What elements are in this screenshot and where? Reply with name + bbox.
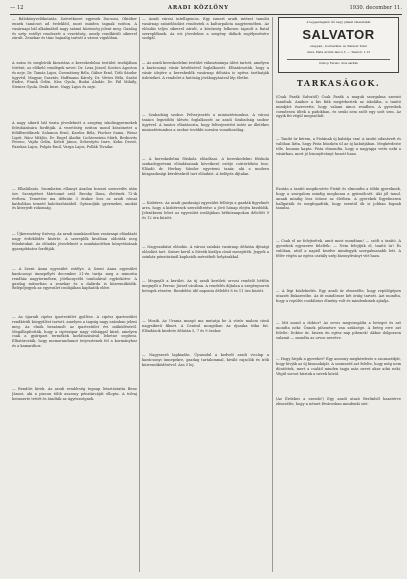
ad-bottom-line: Oszlop Ferenc utca sarkán [318,61,359,65]
article-merchants: — Az aradi kereskedelmi testület választmánya ülést tartott, amelyen a karácsonyi vásár kérdésével foglalkozott. Elhatározták, hogy a vásár idejére a kereskedők vasárnap délután is nyitva tarthatják üzleteiket. A rendelet a hatóság jóváhagyásával lép életbe. [142,61,269,80]
article-farmhands: — Kisbéres. Az aradi gazdasági egyesület felhívja a gazdák figyelmét arra, hogy a kisbéresek szerződtetése a jövő hónap elején kezdődik. Jelentkezni lehet az egyesület irodájában hétköznapokon délelőtt 9 és 12 óra között. [142,201,269,220]
story-promise: — Csak el ne felejtsétek, amit most mondtam! — szólt a tanító. A gyerekek egyszerre felelték: — Nem felejtjük el, tanító úr! És valóban, attól a naptól kezdve mindegyik szorgalmasabb lett. A félév végén az egész osztály szép bizonyítványt vitt haza. [276,239,401,258]
anecdote-doctor: — Mit mond a doktor? Az orvos megvizsgálta a beteget és azt mondta neki: Önnek pihenésre van szüksége. A beteg erre azt felelte: Doktor úr, hiszen én egész nap pihenek! Akkor dolgozzon valamit — mondta az orvos nevetve. [276,321,401,340]
article-police: — Rendőri hírek. Az aradi rendőrség tegnap letartóztatta Bene Jánost, aki a piacon több asszony pénztárcáját ellopta. A tolvaj beismerte tettét és átadták az ügyészségnek. [12,387,137,401]
article-liberty-statue: — Szabadság szobor. Felterjesztés a minisztériumhoz. A városi tanács legutóbbi ülésén foglalkozott az aradi Szabadság szobor ügyével. A tanács elhatározta, hogy felterjesztést intéz az illetékes minisztériumhoz a szobor további sorsára vonatkozólag. [142,113,269,132]
column-middle [142,17,269,572]
article-college: — A kereskedelmi főiskola előadásai. A kereskedelmi főiskola szabadegyetemi előadásainak következő estéje csütörtökön lesz. Előadó dr. Herbay Sándor egyetemi tanár, aki a modern közgazdasági kérdésekről tart előadást. A belépés díjtalan. [142,157,269,176]
article-saint-anna: — A Szent Anna egyesület estélye. A Szent Anna egyesület karácsonyi ünnepélyét december 21-én tartja meg a minorita rendház nagytermében, jótékonycélú tombolával egybekötve. A gazdag műsorban a zenekar és a dalárda is közreműködik. Belépőjegyek az egyesület irodájában kaphatók előre. [12,267,137,291]
ad-brand-name: SALVATOR [302,27,375,42]
header-rule [10,14,402,15]
anecdote-baby-name: — Hogy hívják a gyereket? Egy asszony megkérdezte a szomszédját, hogy hívják az új kisunokáját. A szomszéd azt felelte, hogy még nem döntöttek, mert a család minden tagja más nevet akar adni neki. Végül sorsot húztak a nevek közül. [276,357,401,376]
article-intelligentsia: — Aradi városi intelligencia. Egy ismert aradi intézet tanulói vasárnap színielőadást rendeztek a kulturpalota nagytermében. Az előadás teljes sikerrel zárult, a közönség lelkesen tapsolt a fiatal szereplőknek. Az est jövedelme a szegény diákok segélyezésére szolgál. [142,17,269,41]
article-clinic: — Megnyílt a kerület. Az új aradi kerületi orvosi rendelő hétfőn megnyílt a Ferenc József utcában. A rendelés díjtalan a szegénysorsú betegek részére. Rendelési idő naponta délelőtt 8 és 11 óra között. [142,279,269,293]
ad-divider [287,59,390,60]
article-workers-home: — Újkeresztény Szöveg. Az aradi munkásotthon vasárnapi előadását nagy érdeklődés kísérte. A szereplők kiválóan oldották meg feladatukat. Az előadás jövedelmét a munkásotthon könyvtárának gyarapítására fordítják. [12,232,137,251]
ad-top-line: A leggazdagabb ízű nagy plakát választékát [306,20,371,24]
story-diligence: Ezután a tanító megdicsérte Pistát és elmondta a többi gyereknek, hogy a szorgalom mindig meghozza a gyümölcsét. Aki jól tanul, annak mindig lesz öröme az életben. A gyerekek figyelmesen hallgatták és megfogadták, hogy ezentúl ők is jobban fognak tanulni. [276,187,401,211]
column-divider-2 [272,17,273,572]
article-shoemakers: — Az újaradi cipész ipartestület gyűlése. A cipész ipartestület rendkívüli közgyűlést tartott, amelyen a tagság nagy számban jelent meg. Az elnök beszámolt az ipartestület évi működéséről. Megállapították, hogy a cipészipar nagy válsággal küzd, amelyen csak a gyáripari termékek korlátozásával lehetne segíteni. Elhatározták, hogy memorandumot terjesztenek fel a kormányhoz és a kamarához. [12,315,137,349]
article-theatre: — Nagyszabású előadás. A városi színház vasárnap délután ifjúsági előadást tart. Színre kerül a Mesék királya című mesejáték. Jegyek a színház pénztáránál kaphatók mérsékelt helyárakkal. [142,245,269,259]
article-ball: — Bálokönyvelőkutatás. Szövetkezet egyesek Dacsoni. Október ennek tanácsot ad érdeklőd, most minden tagnak ezúton. A vasárnapi bál alkalmából nagy számú közönség jelent meg. Gazdag és szép estélyt rendezett a vezetőség, amely rendkívüli sikerrel zárult. Zenekar és tánc hajnalig tartott a városi vigalóban. [12,17,137,41]
article-guests: A szám és meghívók kiosztása a kereskedelmi testület irodájában történt, az előkelő vendégek nevei: Dr. Lexa József, Kovács Ágoston és neje, Dr. Tamás Lajos, Csernátony Béla, Gábor Ernő, Tóth Sándor ügyvéd, Magyar Gusztáv, Hoffmann Károly, Dr. Vértes Béla, Szabó Endre, Frank Ödön, Kiss Gyula, Budai Aladár, Dr. Pál Mihály, Steiner Gyula, Deák Imre, Nagy Lajos és neje. [12,61,137,90]
section-heading-tarkasagok: TARKASÁGOK. [296,78,381,88]
issue-date: 1930. december 11. [349,5,402,11]
page-number: — 12 [10,5,24,11]
anecdote-berlin: (Az Érdekes a szemle!) Egy aradi utazó Berlinből hazatérve elmesélte, hogy a német fővárosban mindenki siet. [276,397,401,406]
ad-line-2: Arad, Piata Avram Iancu 3. — Telefon: 1-15 [306,50,371,54]
story-intro: (Csak Parák Salvatól) Csak Parák a maguk szorgalma szerint tanultak. Amikor a kis fiúk megérkeztek az iskolába, a tanító mindjárt észrevette, hogy valami nincs rendben. A gyerekek csendesen ültek a padokban, és senki sem szólt egy szót sem. Az egyik fiú végül megszólalt. [276,95,401,119]
article-magazine: — Nagyszerű lapkiadás. Újraindul a kedvelt aradi vicclap a karácsonyi ünnepekre, gazdag tartalommal, kiváló rajzolók és írók közreműködésével. Ára 5 lej. [142,353,269,367]
story-new-coat: — Tanító úr kérem, a Pistának új kabátja van! A tanító odanézett és valóban látta, hogy Pista büszkén ül az új kabátjában. Megkérdezte tőle, honnan kapta. Pista elmondta, hogy a nagyapja vette neki a vásárban, mert jó bizonyítványt hozott haza. [276,137,401,156]
column-right [276,17,401,572]
article-cinemas: — Mozik. Az Urania mozgó ma mutatja be A vörös malom című nagysikerű filmet. A Central mozgóban Az éjszaka titka fut. Előadások kezdete délután 5, 7 és 9 órakor. [142,319,269,333]
page-header [10,4,402,14]
ad-line-1: szappan-, kozmetikai- és illatszer üzlet [310,44,367,48]
anecdote-air-travel: — A légi közlekedés. Egy aradi úr elmesélte, hogy repülőgépen utazott Bukarestbe. Az út mindössze két óráig tartott. Azt mondta, hogy a repülés csodálatos élmény volt és mindenkinek ajánlja. [276,289,401,303]
column-left [12,17,137,572]
column-divider-1 [139,17,140,572]
salvator-advertisement [278,17,399,73]
newspaper-title: ARADI KÖZLÖNY [168,5,229,11]
article-donors: A nagy sikerű bál tiszta jövedelmét a szegény iskolásgyermekek felruházására fordítják. A vezetőség ezúton mond köszönetet a felülfizetőknek: Salamon Ernő, Kardos Béla, Fischer Samu, Weisz Lipót, Rácz Miklós, Dr. Engel Aladár, Lichtenstein Márk, Berkovits Ferenc, Vajda Ödön, Keleti János, Sebestyén Imre, Kohn Dezső, Fazekas Lajos, Polgár Emil, Varga Lajos, Pollák Tivadar. [12,121,137,150]
article-obituary: — Elhalálozás. Szombaton elhunyt Aradon hosszú szenvedés után özv. Szentpéteri Mártonné szül. Becsky Ilona, életének 72-ik évében. Temetése ma délután 3 órakor lesz az aradi római katholikus temető halottasházából. Gyászolják: gyermekei, unokái és kiterjedt rokonság. [12,187,137,211]
